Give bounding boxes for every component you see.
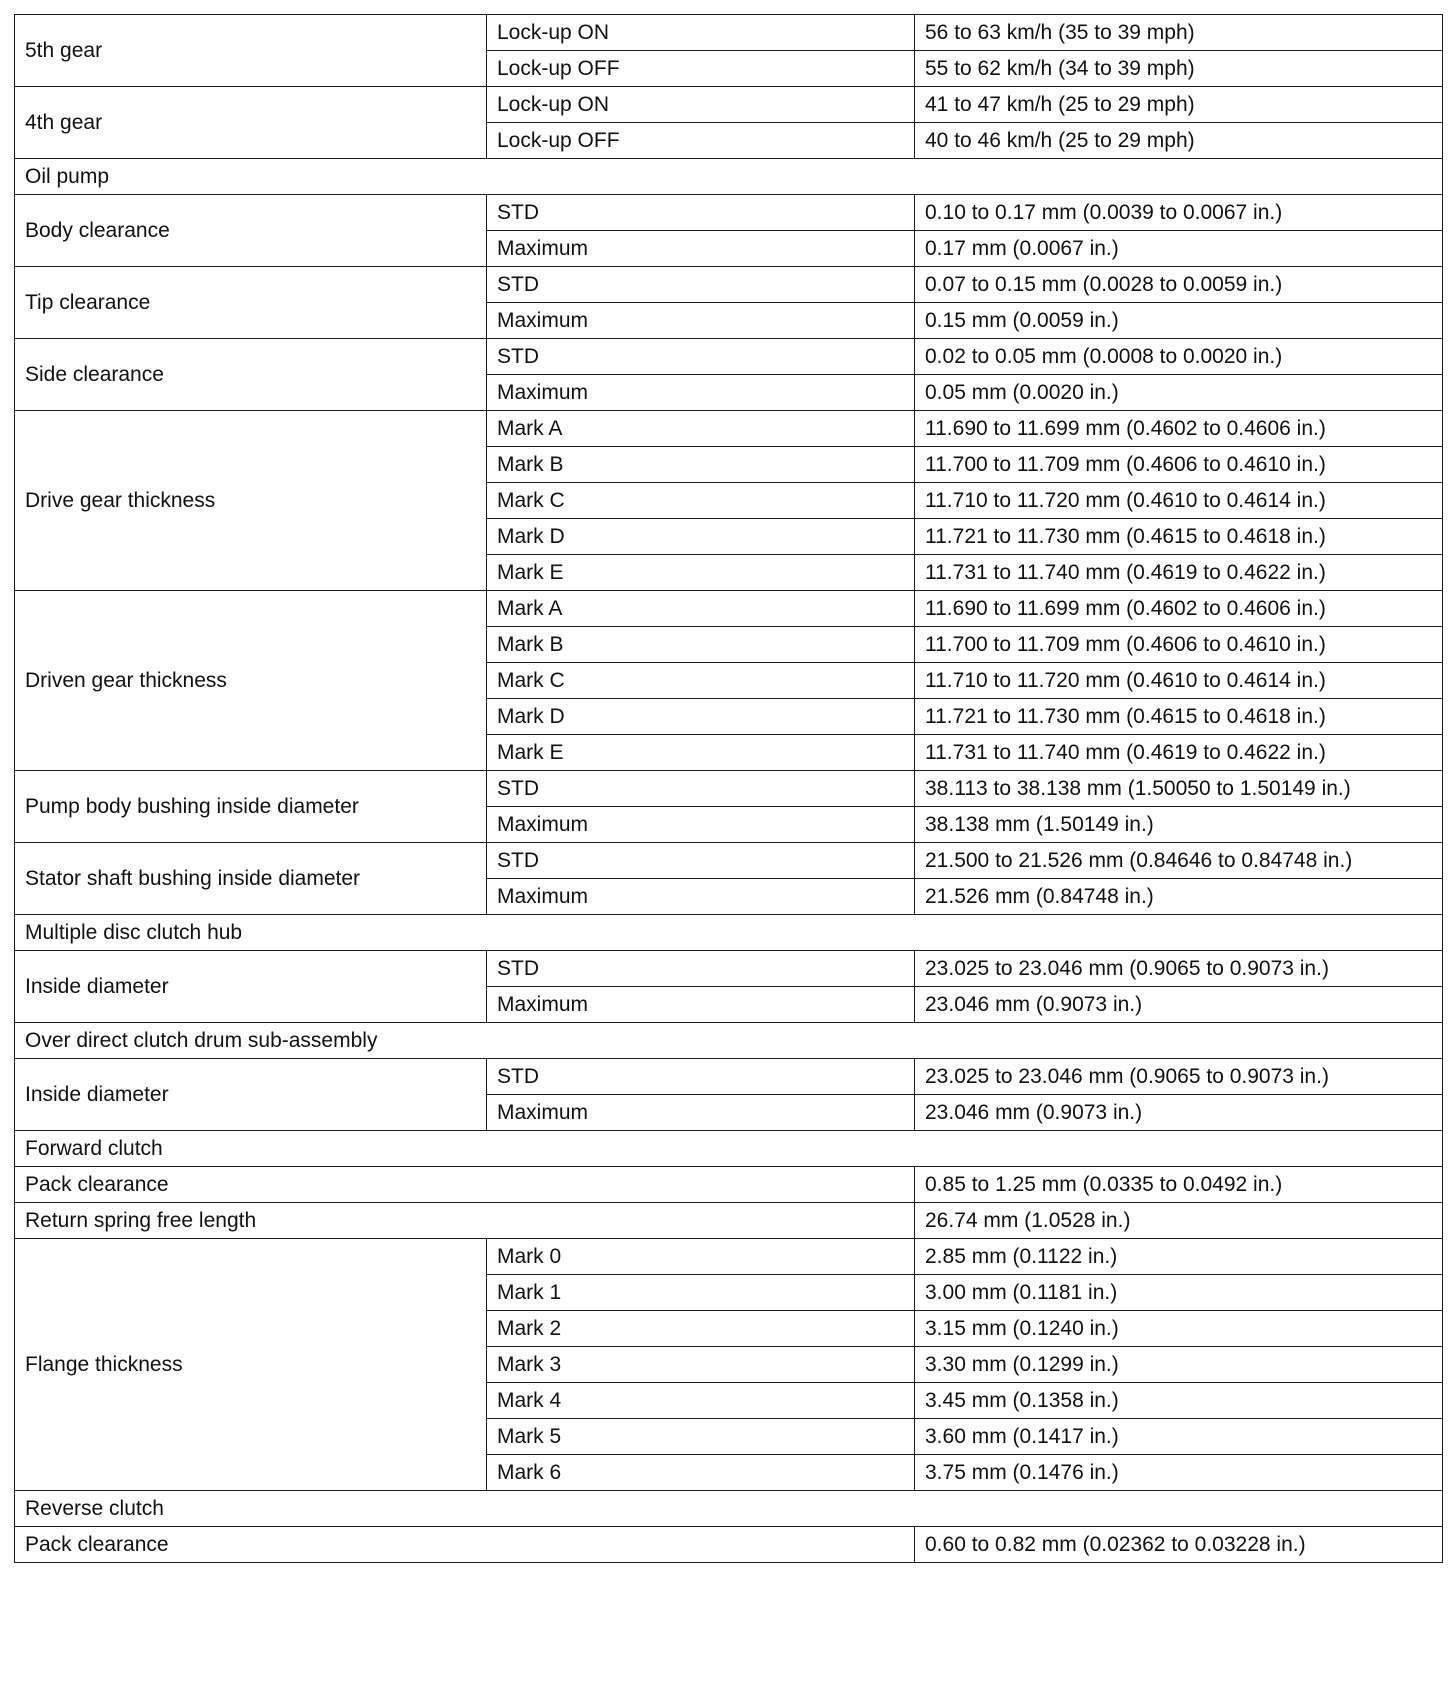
spec-value: 38.138 mm (1.50149 in.)	[915, 807, 1443, 843]
condition-label: Mark 4	[487, 1383, 915, 1419]
spec-value: 0.85 to 1.25 mm (0.0335 to 0.0492 in.)	[915, 1167, 1443, 1203]
item-label: Stator shaft bushing inside diameter	[15, 843, 487, 915]
spec-row	[15, 411, 1443, 447]
spec-value: 0.17 mm (0.0067 in.)	[915, 231, 1443, 267]
spec-value: 11.721 to 11.730 mm (0.4615 to 0.4618 in.)	[915, 699, 1443, 735]
condition-label: STD	[487, 771, 915, 807]
section-heading: Forward clutch	[15, 1131, 1443, 1167]
item-label: Pack clearance	[15, 1527, 915, 1563]
item-label: Inside diameter	[15, 951, 487, 1023]
spec-row	[15, 1167, 1443, 1203]
specification-table-body	[15, 15, 1443, 1563]
condition-label: Maximum	[487, 879, 915, 915]
item-label: Side clearance	[15, 339, 487, 411]
spec-value: 3.15 mm (0.1240 in.)	[915, 1311, 1443, 1347]
condition-label: STD	[487, 1059, 915, 1095]
spec-row	[15, 15, 1443, 51]
spec-row	[15, 591, 1443, 627]
section-heading: Oil pump	[15, 159, 1443, 195]
condition-label: Mark E	[487, 735, 915, 771]
item-label: Pump body bushing inside diameter	[15, 771, 487, 843]
item-label: Flange thickness	[15, 1239, 487, 1491]
section-row	[15, 1023, 1443, 1059]
section-heading: Over direct clutch drum sub-assembly	[15, 1023, 1443, 1059]
spec-row	[15, 843, 1443, 879]
item-label: 4th gear	[15, 87, 487, 159]
condition-label: Mark B	[487, 627, 915, 663]
item-label: Inside diameter	[15, 1059, 487, 1131]
spec-value: 11.690 to 11.699 mm (0.4602 to 0.4606 in.)	[915, 591, 1443, 627]
spec-row	[15, 951, 1443, 987]
condition-label: Mark D	[487, 519, 915, 555]
item-label: Return spring free length	[15, 1203, 915, 1239]
spec-value: 23.046 mm (0.9073 in.)	[915, 1095, 1443, 1131]
item-label: Pack clearance	[15, 1167, 915, 1203]
condition-label: Mark A	[487, 411, 915, 447]
spec-value: 56 to 63 km/h (35 to 39 mph)	[915, 15, 1443, 51]
spec-row	[15, 195, 1443, 231]
section-row	[15, 159, 1443, 195]
spec-value: 2.85 mm (0.1122 in.)	[915, 1239, 1443, 1275]
spec-value: 11.700 to 11.709 mm (0.4606 to 0.4610 in.)	[915, 447, 1443, 483]
condition-label: Mark 0	[487, 1239, 915, 1275]
condition-label: STD	[487, 843, 915, 879]
specification-table	[14, 14, 1443, 1563]
condition-label: Mark 1	[487, 1275, 915, 1311]
spec-value: 3.45 mm (0.1358 in.)	[915, 1383, 1443, 1419]
condition-label: Maximum	[487, 303, 915, 339]
spec-value: 26.74 mm (1.0528 in.)	[915, 1203, 1443, 1239]
item-label: 5th gear	[15, 15, 487, 87]
spec-value: 11.700 to 11.709 mm (0.4606 to 0.4610 in.)	[915, 627, 1443, 663]
spec-value: 55 to 62 km/h (34 to 39 mph)	[915, 51, 1443, 87]
spec-value: 38.113 to 38.138 mm (1.50050 to 1.50149 in.)	[915, 771, 1443, 807]
spec-value: 11.710 to 11.720 mm (0.4610 to 0.4614 in.)	[915, 483, 1443, 519]
spec-value: 23.025 to 23.046 mm (0.9065 to 0.9073 in.)	[915, 1059, 1443, 1095]
spec-value: 41 to 47 km/h (25 to 29 mph)	[915, 87, 1443, 123]
spec-value: 11.731 to 11.740 mm (0.4619 to 0.4622 in.)	[915, 555, 1443, 591]
spec-row	[15, 339, 1443, 375]
section-row	[15, 1491, 1443, 1527]
section-heading: Multiple disc clutch hub	[15, 915, 1443, 951]
condition-label: Lock-up OFF	[487, 123, 915, 159]
spec-value: 0.60 to 0.82 mm (0.02362 to 0.03228 in.)	[915, 1527, 1443, 1563]
condition-label: Lock-up ON	[487, 87, 915, 123]
condition-label: Maximum	[487, 231, 915, 267]
spec-value: 11.690 to 11.699 mm (0.4602 to 0.4606 in.)	[915, 411, 1443, 447]
spec-row	[15, 771, 1443, 807]
condition-label: STD	[487, 195, 915, 231]
condition-label: Mark D	[487, 699, 915, 735]
spec-value: 0.10 to 0.17 mm (0.0039 to 0.0067 in.)	[915, 195, 1443, 231]
spec-row	[15, 267, 1443, 303]
condition-label: Maximum	[487, 375, 915, 411]
item-label: Drive gear thickness	[15, 411, 487, 591]
spec-value: 3.30 mm (0.1299 in.)	[915, 1347, 1443, 1383]
condition-label: Maximum	[487, 987, 915, 1023]
item-label: Tip clearance	[15, 267, 487, 339]
condition-label: Mark C	[487, 663, 915, 699]
condition-label: Maximum	[487, 807, 915, 843]
condition-label: STD	[487, 267, 915, 303]
condition-label: Mark A	[487, 591, 915, 627]
spec-value: 3.00 mm (0.1181 in.)	[915, 1275, 1443, 1311]
spec-value: 23.046 mm (0.9073 in.)	[915, 987, 1443, 1023]
spec-value: 0.05 mm (0.0020 in.)	[915, 375, 1443, 411]
spec-value: 11.731 to 11.740 mm (0.4619 to 0.4622 in.)	[915, 735, 1443, 771]
item-label: Driven gear thickness	[15, 591, 487, 771]
spec-value: 11.721 to 11.730 mm (0.4615 to 0.4618 in.)	[915, 519, 1443, 555]
condition-label: STD	[487, 951, 915, 987]
spec-value: 23.025 to 23.046 mm (0.9065 to 0.9073 in.)	[915, 951, 1443, 987]
spec-row	[15, 1059, 1443, 1095]
spec-row	[15, 1203, 1443, 1239]
spec-row	[15, 87, 1443, 123]
spec-row	[15, 1239, 1443, 1275]
condition-label: Mark 2	[487, 1311, 915, 1347]
spec-value: 21.526 mm (0.84748 in.)	[915, 879, 1443, 915]
condition-label: STD	[487, 339, 915, 375]
spec-row	[15, 1527, 1443, 1563]
section-row	[15, 915, 1443, 951]
spec-value: 0.15 mm (0.0059 in.)	[915, 303, 1443, 339]
spec-value: 21.500 to 21.526 mm (0.84646 to 0.84748 in.)	[915, 843, 1443, 879]
spec-value: 0.02 to 0.05 mm (0.0008 to 0.0020 in.)	[915, 339, 1443, 375]
spec-value: 40 to 46 km/h (25 to 29 mph)	[915, 123, 1443, 159]
condition-label: Lock-up OFF	[487, 51, 915, 87]
section-row	[15, 1131, 1443, 1167]
condition-label: Mark E	[487, 555, 915, 591]
condition-label: Mark 6	[487, 1455, 915, 1491]
section-heading: Reverse clutch	[15, 1491, 1443, 1527]
spec-value: 3.60 mm (0.1417 in.)	[915, 1419, 1443, 1455]
condition-label: Mark B	[487, 447, 915, 483]
condition-label: Mark 3	[487, 1347, 915, 1383]
spec-value: 3.75 mm (0.1476 in.)	[915, 1455, 1443, 1491]
spec-value: 11.710 to 11.720 mm (0.4610 to 0.4614 in.)	[915, 663, 1443, 699]
condition-label: Mark C	[487, 483, 915, 519]
spec-value: 0.07 to 0.15 mm (0.0028 to 0.0059 in.)	[915, 267, 1443, 303]
item-label: Body clearance	[15, 195, 487, 267]
condition-label: Mark 5	[487, 1419, 915, 1455]
condition-label: Maximum	[487, 1095, 915, 1131]
condition-label: Lock-up ON	[487, 15, 915, 51]
